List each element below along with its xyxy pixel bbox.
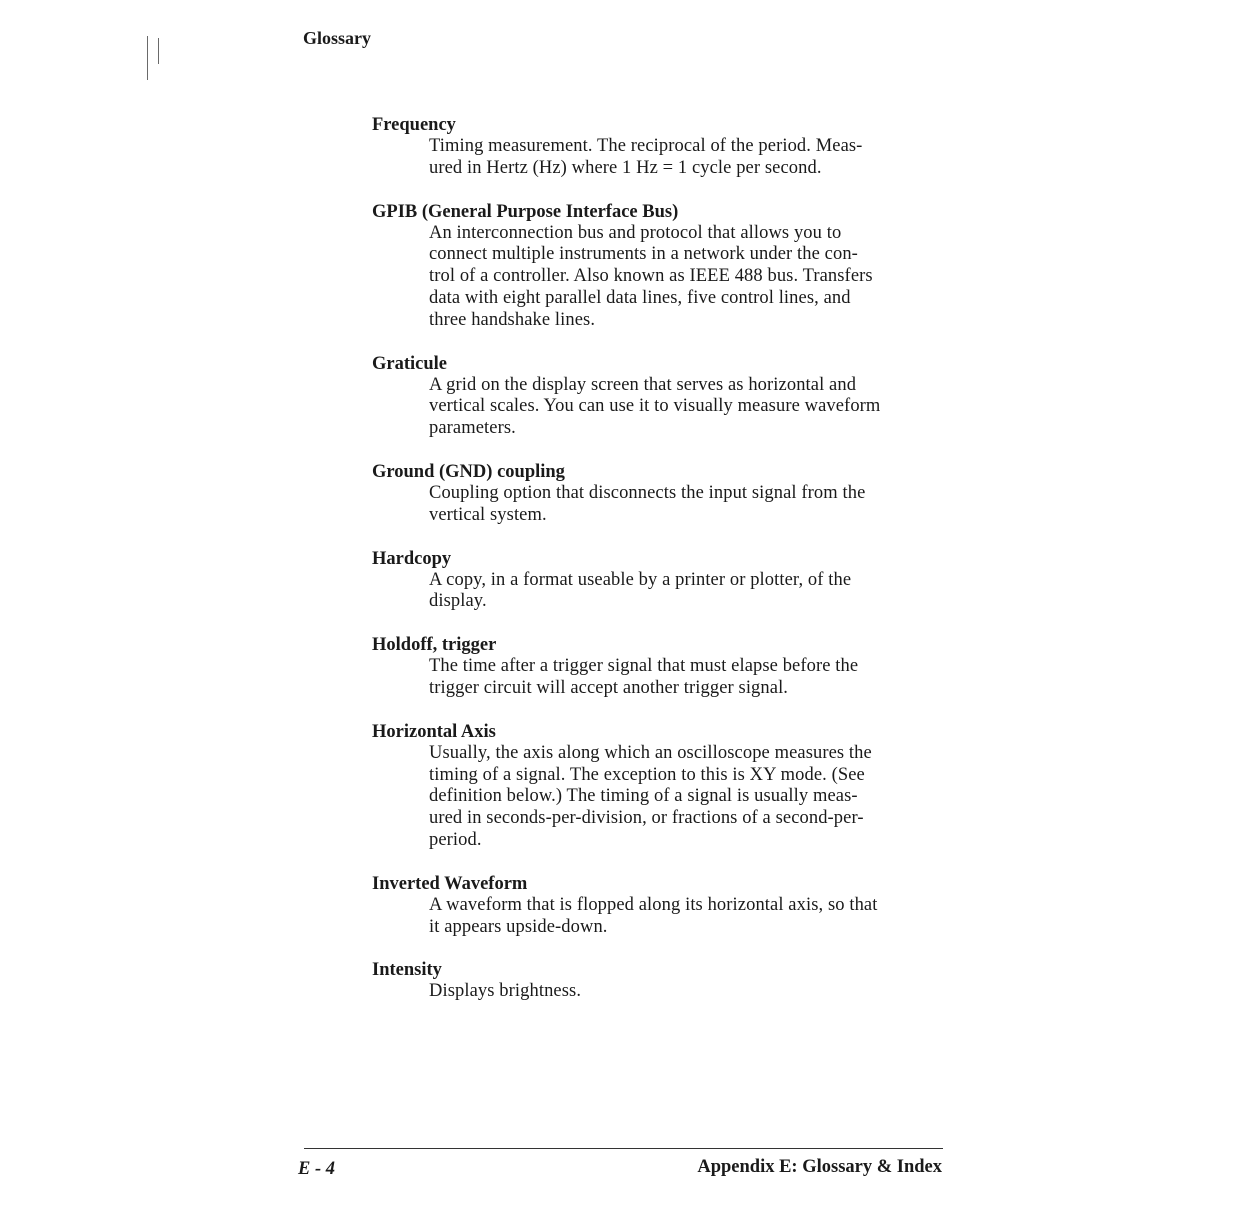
page-number: E - 4 — [298, 1159, 335, 1179]
glossary-definition: An interconnection bus and protocol that allows you to connect multiple instruments in a network under the con- trol of a controller. Also known as IEEE 488 bus. Transfers data with eight parallel data lines, five control lines, and three handshake lines. — [429, 222, 873, 330]
glossary-entry-gpib — [372, 201, 952, 332]
margin-change-bar — [158, 38, 159, 64]
glossary-entry-intensity — [372, 959, 952, 1003]
footer-title: Appendix E: Glossary & Index — [697, 1157, 942, 1177]
glossary-entry-horizontal-axis — [372, 721, 952, 852]
glossary-entry-frequency — [372, 114, 952, 180]
glossary-entry-holdoff-trigger — [372, 634, 952, 700]
glossary-entry-inverted-waveform — [372, 873, 952, 939]
glossary-term: Holdoff, trigger — [372, 635, 497, 656]
glossary-term: GPIB (General Purpose Interface Bus) — [372, 201, 679, 222]
glossary-definition: Timing measurement. The reciprocal of the period. Meas- ured in Hertz (Hz) where 1 Hz = 1 cycle per second. — [429, 136, 863, 178]
running-head: Glossary — [303, 28, 372, 48]
margin-change-bar — [147, 36, 148, 80]
glossary-entry-ground-coupling — [372, 461, 952, 527]
glossary-definition: Coupling option that disconnects the input signal from the vertical system. — [429, 482, 866, 525]
glossary-definition: A grid on the display screen that serves as horizontal and vertical scales. You can use it to visually measure waveform parameters. — [429, 374, 881, 439]
glossary-term: Inverted Waveform — [372, 873, 528, 894]
glossary-definition: Displays brightness. — [429, 981, 582, 1002]
glossary-definition: A copy, in a format useable by a printer or plotter, of the display. — [429, 569, 852, 612]
glossary-definition: A waveform that is flopped along its horizontal axis, so that it appears upside-down. — [429, 894, 878, 937]
glossary-term: Graticule — [372, 353, 448, 374]
glossary-term: Intensity — [372, 960, 442, 981]
glossary-term: Horizontal Axis — [372, 721, 496, 742]
glossary-term: Hardcopy — [372, 548, 452, 569]
glossary-definition: Usually, the axis along which an oscilloscope measures the timing of a signal. The exception to this is XY mode. (See definition below.) The timing of a signal is usually meas- ured in seconds-per-division, or fractions of a second-per- period. — [429, 742, 872, 850]
glossary-term: Frequency — [372, 115, 456, 135]
glossary-list — [372, 114, 952, 1024]
glossary-entry-hardcopy — [372, 548, 952, 614]
glossary-definition: The time after a trigger signal that must elapse before the trigger circuit will accept another trigger signal. — [429, 656, 859, 698]
glossary-term: Ground (GND) coupling — [372, 461, 565, 482]
footer-rule — [304, 1148, 943, 1149]
glossary-entry-graticule — [372, 353, 952, 440]
